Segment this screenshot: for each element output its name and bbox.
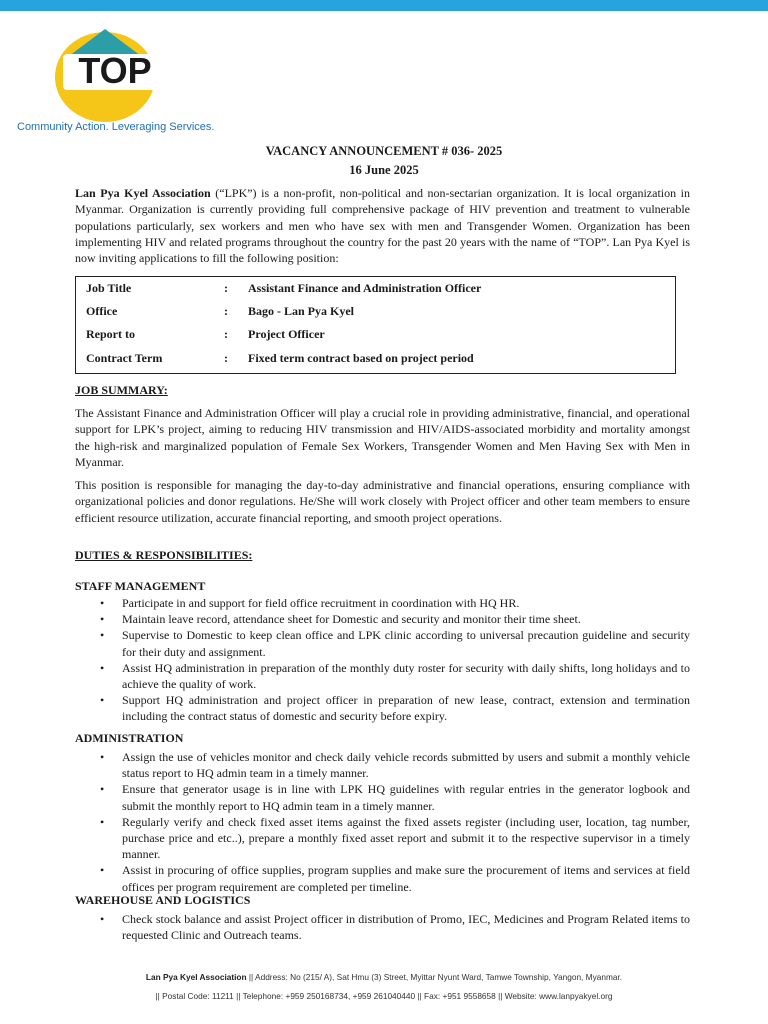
job-info-separator: : xyxy=(224,304,228,318)
list-item xyxy=(75,911,690,943)
job-summary-paragraph-1: The Assistant Finance and Administration Officer will play a crucial role in providing administrative, financial, and operational support for LPK’s project, aiming to reducing HIV transmission and HIV/AIDS-associated morbidity and mortality amongst the high-risk and marginalized population of Female Sex Workers, Transgender Women and Men Having Sex with Men in Myanmar. xyxy=(75,406,690,469)
list-item-text: Maintain leave record, attendance sheet for Domestic and security and monitor their time sheet. xyxy=(122,612,581,627)
job-info-separator: : xyxy=(224,351,228,365)
org-name: Lan Pya Kyel Association xyxy=(75,186,211,200)
bullet-icon: • xyxy=(100,814,105,829)
list-item xyxy=(75,595,690,611)
bullet-icon: • xyxy=(100,612,105,627)
list-item-text: Regularly verify and check fixed asset items against the fixed assets register (including user, location, tag number, purchase price and etc..), prepare a monthly fixed asset report and submit it to the respective supervisor in a timely manner. xyxy=(122,814,690,862)
list-item xyxy=(75,862,690,894)
job-info-box xyxy=(75,276,676,374)
announcement-title: VACANCY ANNOUNCEMENT # 036- 2025 xyxy=(265,144,503,158)
job-info-value: Bago - Lan Pya Kyel xyxy=(248,304,355,318)
job-info-label: Job Title xyxy=(86,281,132,295)
announcement-date: 16 June 2025 xyxy=(349,163,419,177)
footer-address xyxy=(0,972,768,982)
bullet-icon: • xyxy=(100,912,105,926)
bullet-icon: • xyxy=(100,863,105,878)
list-item-text: Ensure that generator usage is in line with LPK HQ guidelines with regular entries in the generator logbook and submit the monthly report to HQ admin team in a timely manner. xyxy=(122,782,690,813)
list-item xyxy=(75,692,690,724)
staff-management-heading: STAFF MANAGEMENT xyxy=(75,579,206,593)
job-info-label: Office xyxy=(86,304,118,318)
list-item xyxy=(75,749,690,781)
warehouse-heading: WAREHOUSE AND LOGISTICS xyxy=(75,893,251,907)
job-info-label: Report to xyxy=(86,327,135,341)
job-info-value: Project Officer xyxy=(248,327,325,341)
bullet-icon: • xyxy=(100,750,105,764)
list-item-text: Assist in procuring of office supplies, program supplies and make sure the procurement of items and services at field offices per program requirement are completed per timeline. xyxy=(122,863,690,894)
job-info-separator: : xyxy=(224,281,228,295)
intro-paragraph xyxy=(75,185,690,266)
bullet-icon: • xyxy=(100,693,105,708)
administration-list xyxy=(75,749,690,895)
footer-contact: || Postal Code: 11211 || Telephone: +959 250168734, +959 261040440 || Fax: +951 9558658 || Website: www.lanpyakyel.org xyxy=(155,991,613,1001)
footer-org: Lan Pya Kyel Association xyxy=(145,972,247,982)
logo-tagline: Community Action. Leveraging Services. xyxy=(17,121,215,133)
logo-text: TOP xyxy=(78,50,152,91)
job-summary-heading: JOB SUMMARY: xyxy=(75,383,168,397)
duties-heading: DUTIES & RESPONSIBILITIES: xyxy=(75,548,253,562)
list-item xyxy=(75,781,690,813)
administration-heading: ADMINISTRATION xyxy=(75,731,184,745)
bullet-icon: • xyxy=(100,596,105,610)
top-accent-bar xyxy=(0,0,768,11)
job-info-separator: : xyxy=(224,327,228,341)
list-item xyxy=(75,814,690,863)
list-item-text: Participate in and support for field office recruitment in coordination with HQ HR. xyxy=(122,596,520,610)
bullet-icon: • xyxy=(100,782,105,797)
footer-address-text: || Address: No (215/ A), Sat Hmu (3) Street, Myittar Nyunt Ward, Tamwe Township, Yangon, Myanmar. xyxy=(246,972,623,982)
list-item-text: Assign the use of vehicles monitor and check daily vehicle records submitted by users and submit a monthly vehicle status report to HQ admin team in a timely manner. xyxy=(122,750,690,781)
list-item xyxy=(75,627,690,659)
list-item-text: Support HQ administration and project officer in preparation of new lease, contract, extension and termination including the contract status of domestic and security before expiry. xyxy=(122,693,690,724)
intro-text: (“LPK”) is a non-profit, non-political and non-sectarian organization. It is local organization in Myanmar. Organization is currently providing full comprehensive package of HIV prevention and treatment to vulnerable populations particularly, sex workers and men who have sex with men and Transgender Women. Organization has been implementing HIV and related programs throughout the country for the past 20 years with the name of “TOP”. Lan Pya Kyel is now inviting applications to fill the following position: xyxy=(75,186,690,266)
list-item xyxy=(75,660,690,692)
job-summary-paragraph-2: This position is responsible for managing the day-to-day administrative and financial operations, ensuring compliance with organizational policies and donor regulations. He/She will work closely with Project officer and other team members to ensure efficient resource utilization, accurate financial reporting, and smooth project operations. xyxy=(75,478,690,525)
list-item-text: Check stock balance and assist Project officer in distribution of Promo, IEC, Medicines and Program Related items to requested Clinic and Outreach teams. xyxy=(122,912,690,943)
staff-management-list xyxy=(75,595,690,725)
bullet-icon: • xyxy=(100,628,105,643)
job-info-label: Contract Term xyxy=(86,351,163,365)
bullet-icon: • xyxy=(100,660,105,675)
list-item-text: Supervise to Domestic to keep clean office and LPK clinic according to universal precaution guideline and security for their duty and assignment. xyxy=(122,628,690,659)
list-item xyxy=(75,611,690,627)
top-logo xyxy=(55,22,170,122)
job-info-value: Fixed term contract based on project period xyxy=(248,351,474,365)
warehouse-list xyxy=(75,911,690,943)
list-item-text: Assist HQ administration in preparation of the monthly duty roster for security with daily shifts, long holidays and to achieve the quality of work. xyxy=(122,660,690,692)
job-info-value: Assistant Finance and Administration Officer xyxy=(248,281,482,295)
